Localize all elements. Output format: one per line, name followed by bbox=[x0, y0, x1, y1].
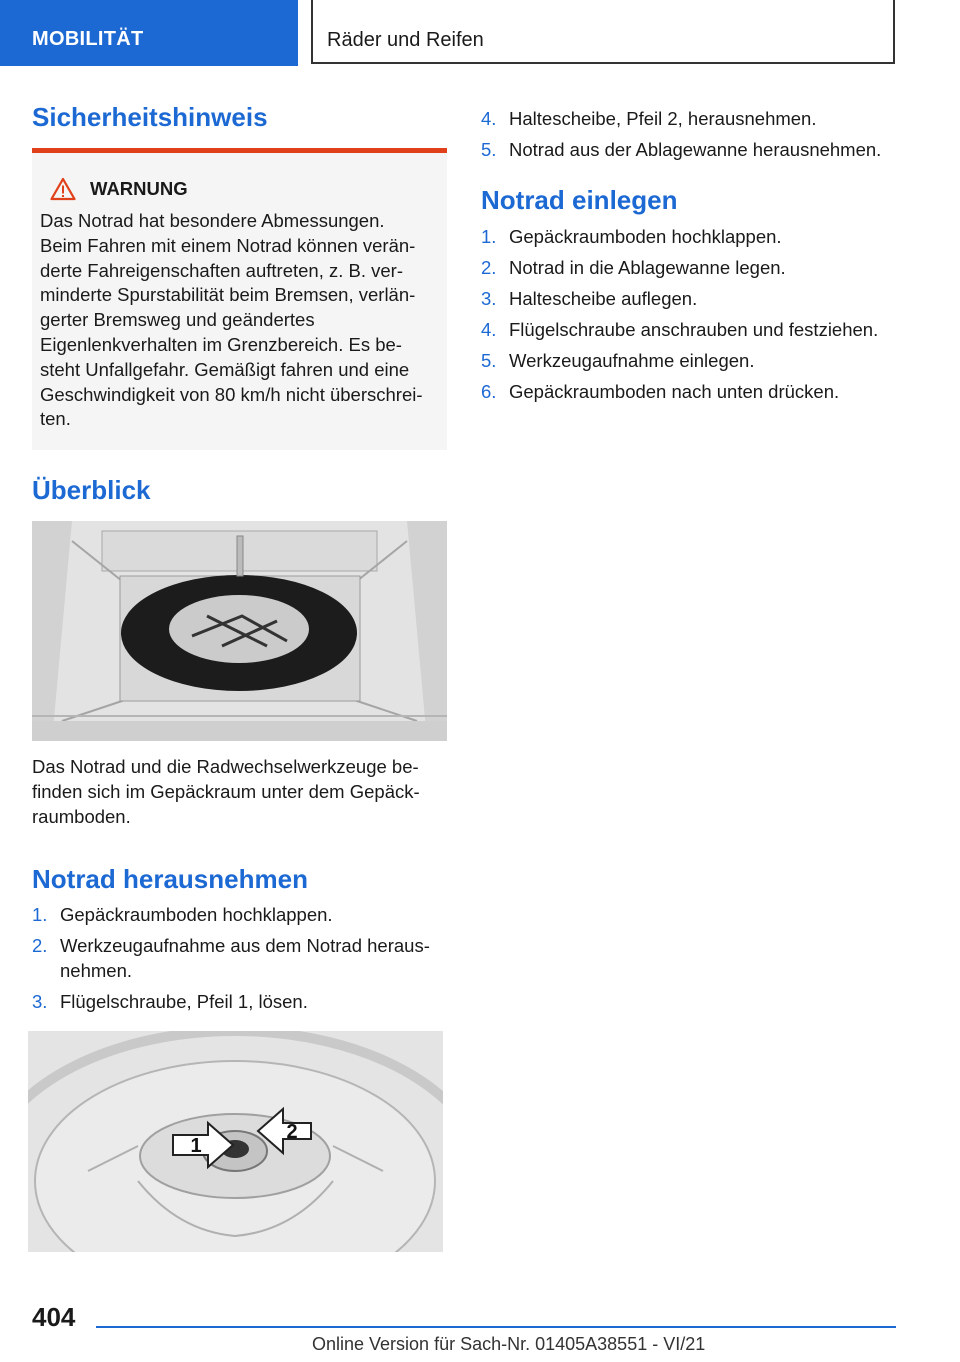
insert-steps-list bbox=[481, 224, 921, 410]
step-text-line: Werkzeugaufnahme aus dem Notrad heraus- bbox=[60, 935, 430, 956]
section-title: Räder und Reifen bbox=[311, 0, 895, 64]
step-text-line: Flügelschraube, Pfeil 1, lösen. bbox=[60, 991, 308, 1012]
step-text-line: Gepäckraumboden nach unten drücken. bbox=[509, 381, 840, 402]
step-text bbox=[60, 902, 333, 927]
step-text bbox=[509, 137, 881, 162]
overview-caption bbox=[32, 754, 452, 829]
step-item bbox=[481, 286, 921, 311]
step-text-line: Notrad aus der Ablagewanne herausnehmen. bbox=[509, 139, 882, 160]
warning-title: WARNUNG bbox=[90, 178, 188, 199]
arrow-label-2: 2 bbox=[286, 1121, 298, 1143]
step-number: 4. bbox=[481, 108, 497, 129]
step-number: 5. bbox=[481, 350, 497, 371]
step-text bbox=[509, 286, 697, 311]
chapter-tab: MOBILITÄT bbox=[0, 0, 298, 66]
warning-text-line: Geschwindigkeit von 80 km/h nicht überschrei- bbox=[40, 383, 423, 405]
warning-triangle-icon bbox=[50, 177, 76, 201]
step-item bbox=[481, 224, 921, 249]
caption-line: finden sich im Gepäckraum unter dem Gepäck- bbox=[32, 781, 420, 802]
spare-wheel-figure bbox=[28, 1031, 443, 1252]
caption-line: Das Notrad und die Radwechselwerkzeuge be- bbox=[32, 756, 419, 777]
step-text-line: Gepäckraumboden hochklappen. bbox=[60, 904, 333, 925]
heading-remove: Notrad herausnehmen bbox=[32, 864, 308, 894]
step-number: 3. bbox=[481, 288, 497, 309]
remove-steps-list bbox=[32, 902, 452, 1020]
step-item bbox=[32, 902, 452, 927]
caption-line: raumboden. bbox=[32, 806, 131, 827]
step-text bbox=[509, 379, 839, 404]
heading-overview: Überblick bbox=[32, 475, 151, 505]
step-number: 3. bbox=[32, 991, 48, 1012]
step-number: 5. bbox=[481, 139, 497, 160]
warning-text-line: steht Unfallgefahr. Gemäßigt fahren und eine bbox=[40, 358, 410, 380]
step-item bbox=[32, 933, 452, 983]
heading-insert: Notrad einlegen bbox=[481, 185, 678, 215]
warning-text-line: Beim Fahren mit einem Notrad können verän- bbox=[40, 234, 416, 256]
step-item bbox=[481, 317, 921, 342]
trunk-illustration bbox=[32, 521, 447, 741]
step-number: 1. bbox=[481, 226, 497, 247]
warning-text bbox=[40, 209, 439, 432]
spare-wheel-illustration bbox=[28, 1031, 443, 1252]
warning-text-line: Das Notrad hat besondere Abmessungen. bbox=[40, 210, 385, 231]
warning-text-line: Eigenlenkverhalten im Grenzbereich. Es be- bbox=[40, 333, 402, 355]
step-text-line: Haltescheibe auflegen. bbox=[509, 288, 698, 309]
page-number: 404 bbox=[32, 1302, 76, 1332]
step-number: 1. bbox=[32, 904, 48, 925]
warning-text-line: ten. bbox=[40, 408, 71, 430]
step-number: 6. bbox=[481, 381, 497, 402]
step-text-line: Werkzeugaufnahme einlegen. bbox=[509, 350, 755, 371]
warning-text-line: derte Fahreigenschaften auftreten, z. B. ver- bbox=[40, 259, 403, 281]
trunk-overview-figure bbox=[32, 521, 447, 741]
step-number: 2. bbox=[32, 935, 48, 956]
arrow-label-1: 1 bbox=[190, 1135, 202, 1157]
step-number: 2. bbox=[481, 257, 497, 278]
step-item bbox=[481, 379, 921, 404]
step-text bbox=[509, 255, 786, 280]
warning-box bbox=[32, 148, 447, 450]
step-item bbox=[32, 989, 452, 1014]
step-text bbox=[509, 348, 754, 373]
step-text-line: nehmen. bbox=[60, 960, 132, 981]
step-item bbox=[481, 255, 921, 280]
warning-title-row bbox=[50, 175, 439, 203]
step-text bbox=[509, 106, 817, 131]
warning-text-line: gerter Bremsweg und geändertes bbox=[40, 309, 315, 331]
step-text-line: Notrad in die Ablagewanne legen. bbox=[509, 257, 786, 278]
footer-text: Online Version für Sach-Nr. 01405A38551 - VI/21 bbox=[312, 1334, 706, 1354]
step-text bbox=[60, 933, 430, 983]
warning-text-line: minderte Spurstabilität beim Bremsen, verlän- bbox=[40, 284, 416, 306]
step-text bbox=[60, 989, 308, 1014]
step-item bbox=[481, 106, 921, 131]
step-item bbox=[481, 348, 921, 373]
step-number: 4. bbox=[481, 319, 497, 340]
step-text bbox=[509, 224, 782, 249]
step-text-line: Haltescheibe, Pfeil 2, herausnehmen. bbox=[509, 108, 817, 129]
step-text bbox=[509, 317, 878, 342]
step-text-line: Flügelschraube anschrauben und festziehen. bbox=[509, 319, 879, 340]
heading-safety: Sicherheitshinweis bbox=[32, 102, 268, 132]
step-text-line: Gepäckraumboden hochklappen. bbox=[509, 226, 782, 247]
step-item bbox=[481, 137, 921, 162]
footer-divider bbox=[96, 1326, 896, 1328]
remove-steps-continued-list bbox=[481, 106, 921, 168]
